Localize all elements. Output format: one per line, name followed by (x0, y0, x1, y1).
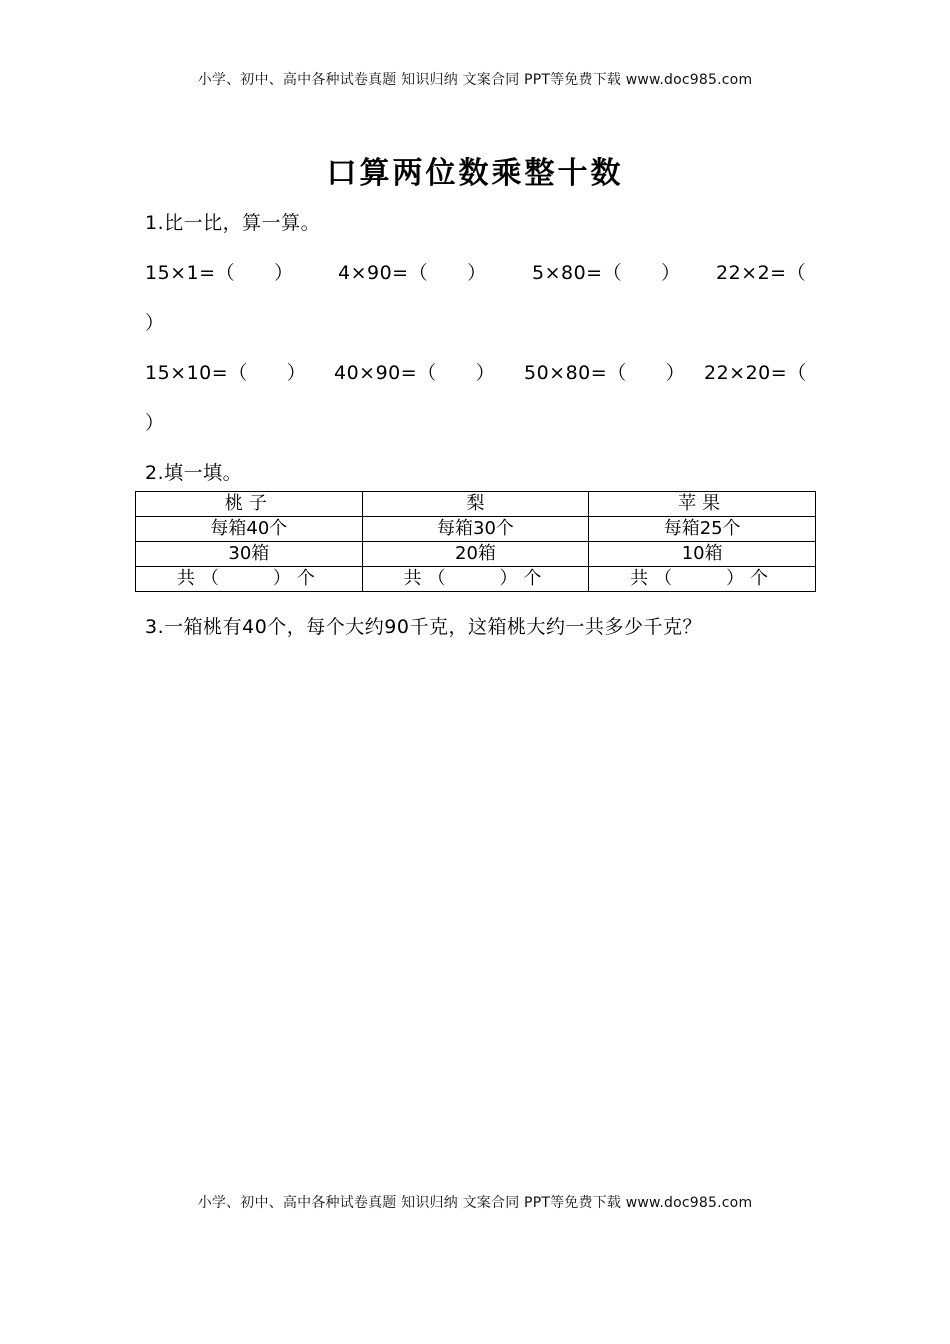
table-row (136, 567, 816, 592)
page-header: 小学、初中、高中各种试卷真题 知识归纳 文案合同 PPT等免费下载 www.doc985.com (197, 72, 753, 88)
answer-cell[interactable]: 共（ ）个 (362, 567, 589, 592)
equation: 22×2=（ (716, 262, 807, 284)
question-1-label: 1.比一比，算一算。 (145, 212, 321, 234)
equation: 5×80=（ ） (532, 262, 681, 284)
table-cell: 10箱 (589, 542, 816, 567)
equation: 4×90=（ ） (338, 262, 487, 284)
equation: 15×1=（ ） (145, 262, 294, 284)
question-2-label: 2.填一填。 (145, 462, 243, 484)
answer-cell[interactable]: 共（ ）个 (136, 567, 363, 592)
equation: 22×20=（ (704, 362, 807, 384)
answer-cell[interactable]: 共（ ）个 (589, 567, 816, 592)
table-cell: 每箱40个 (136, 517, 363, 542)
table-row-header (136, 492, 816, 517)
table-cell: 桃子 (136, 492, 363, 517)
page-footer: 小学、初中、高中各种试卷真题 知识归纳 文案合同 PPT等免费下载 www.doc985.com (197, 1195, 753, 1211)
equation: 40×90=（ ） (334, 362, 496, 384)
equation: 15×10=（ ） (145, 362, 307, 384)
table-cell: 20箱 (362, 542, 589, 567)
page-title: 口算两位数乘整十数 (326, 156, 624, 191)
table-cell: 30箱 (136, 542, 363, 567)
fruit-table (135, 491, 816, 592)
equation-wrap: ） (145, 412, 165, 434)
table-cell: 梨 (362, 492, 589, 517)
equation: 50×80=（ ） (524, 362, 686, 384)
table-cell: 每箱30个 (362, 517, 589, 542)
table-cell: 每箱25个 (589, 517, 816, 542)
table-cell: 苹果 (589, 492, 816, 517)
table-row (136, 542, 816, 567)
question-3-label: 3.一箱桃有40个，每个大约90千克，这箱桃大约一共多少千克？ (145, 616, 702, 638)
table-row (136, 517, 816, 542)
equation-wrap: ） (145, 312, 165, 334)
